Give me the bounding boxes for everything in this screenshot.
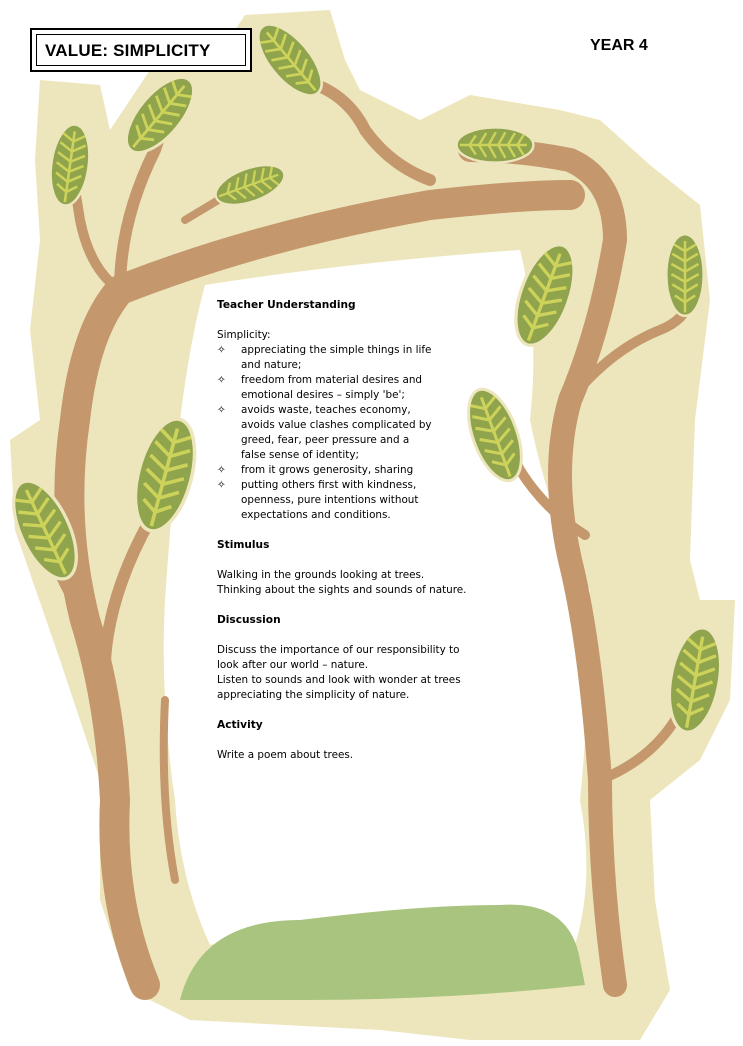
discussion-line: Listen to sounds and look with wonder at trees <box>217 674 461 686</box>
stimulus-line: Thinking about the sights and sounds of nature. <box>217 584 467 596</box>
discussion-line: Discuss the importance of our responsibility to <box>217 644 460 656</box>
activity-heading: Activity <box>217 719 263 731</box>
bullet-icon: ✧ <box>217 374 226 386</box>
bullet-item <box>217 403 487 463</box>
bullet-line: expectations and conditions. <box>241 509 391 521</box>
bullet-line: freedom from material desires and <box>241 374 423 386</box>
bullet-item <box>217 463 487 478</box>
bullet-line: false sense of identity; <box>241 449 359 461</box>
bullet-line: from it grows generosity, sharing <box>241 464 414 476</box>
bullet-icon: ✧ <box>217 344 226 356</box>
teacher-intro: Simplicity: <box>217 329 271 341</box>
bullet-icon: ✧ <box>217 479 226 491</box>
discussion-line: appreciating the simplicity of nature. <box>217 689 410 701</box>
bullet-line: avoids waste, teaches economy, <box>241 404 411 416</box>
activity-line: Write a poem about trees. <box>217 749 354 761</box>
discussion-heading: Discussion <box>217 614 281 626</box>
bullet-line: appreciating the simple things in life <box>241 344 432 356</box>
teacher-bullets <box>217 343 487 523</box>
discussion-line: look after our world – nature. <box>217 659 369 671</box>
value-title: VALUE: SIMPLICITY <box>36 34 246 66</box>
bullet-line: putting others first with kindness, <box>241 479 417 491</box>
bullet-line: avoids value clashes complicated by <box>241 419 432 431</box>
bullet-item <box>217 373 487 403</box>
bullet-line: and nature; <box>241 359 302 371</box>
bullet-line: emotional desires – simply 'be'; <box>241 389 405 401</box>
bullet-icon: ✧ <box>217 404 226 416</box>
bullet-item <box>217 478 487 523</box>
stimulus-line: Walking in the grounds looking at trees. <box>217 569 425 581</box>
stimulus-heading: Stimulus <box>217 539 270 551</box>
bullet-line: openness, pure intentions without <box>241 494 419 506</box>
bullet-item <box>217 343 487 373</box>
bullet-icon: ✧ <box>217 464 226 476</box>
teacher-heading: Teacher Understanding <box>217 299 356 311</box>
lesson-content <box>217 298 487 763</box>
bullet-line: greed, fear, peer pressure and a <box>241 434 410 446</box>
value-title-box <box>30 28 252 72</box>
year-label: YEAR 4 <box>590 37 648 54</box>
